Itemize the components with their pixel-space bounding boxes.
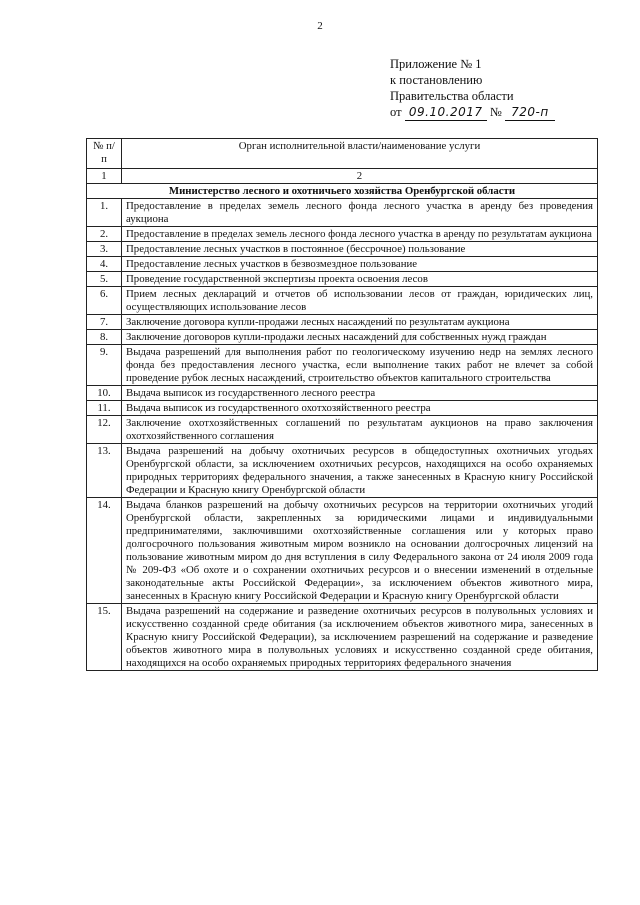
document-date: 09.10.2017 [405,104,487,121]
service-name: Заключение охотхозяйственных соглашений по результатам аукционов на право заключения охотхозяйственного соглашения [122,416,598,444]
row-number: 1. [87,199,122,227]
service-name: Предоставление лесных участков в постоянное (бессрочное) пользование [122,242,598,257]
number-label: № [489,105,502,119]
table-row [87,386,598,401]
service-name: Заключение договоров купли-продажи лесных насаждений для собственных нужд граждан [122,330,598,345]
service-name: Выдача разрешений на добычу охотничьих ресурсов в общедоступных охотничьих угодьях Оренбургской области, за исключением охотничьих ресурсов, находящихся на особо охраняемых природных территориях федерального значения, а также занесенных в Красную книгу Российской Федерации и Красную книгу Оренбургской области [122,444,598,498]
service-name: Выдача разрешений для выполнения работ по геологическому изучению недр на землях лесного фонда без предоставления лесного участка, если выполнение таких работ не влечет за собой проведение рубок лесных насаждений, строительство объектов капитального строительства [122,345,598,386]
page-number: 2 [317,20,323,32]
service-name: Выдача бланков разрешений на добычу охотничьих ресурсов на территории охотничьих угодий Оренбургской области, закрепленных за юридическими лицами и индивидуальными предпринимателями, заключившими охотхозяйственные соглашения или у которых право долгосрочного пользования животным миром возникло на основании долгосрочных лицензий на пользование животным миром до дня вступления в силу Федерального закона от 24 июля 2009 года № 209-ФЗ «Об охоте и о сохранении охотничьих ресурсов и о внесении изменений в отдельные законодательные акты Российской Федерации», за исключением объектов животного мира, занесенных в Красную книгу Российской Федерации и Красную книгу Оренбургской области [122,498,598,604]
row-number: 10. [87,386,122,401]
service-name: Выдача выписок из государственного охотхозяйственного реестра [122,401,598,416]
row-number: 15. [87,604,122,671]
row-number: 9. [87,345,122,386]
document-number: 720-п [505,104,555,121]
table-header-row [87,139,598,169]
table-row [87,287,598,315]
appendix-title: Приложение № 1 [390,57,482,71]
table-row [87,242,598,257]
row-number: 5. [87,272,122,287]
service-name: Выдача разрешений на содержание и разведение охотничьих ресурсов в полувольных условиях и искусственно созданной среде обитания (за исключением объектов животного мира, занесенных в Красную книгу Российской Федерации), за исключением разрешений на содержание и разведение объектов животного мира в полувольных условиях и искусственно созданной среде обитания, находящихся на особо охраняемых природных территориях федерального значения [122,604,598,671]
table-row [87,272,598,287]
date-label: от [390,105,402,119]
header-number: № п/п [87,139,122,169]
row-number: 7. [87,315,122,330]
service-name: Предоставление в пределах земель лесного фонда лесного участка в аренду по результатам аукциона [122,227,598,242]
header-service: Орган исполнительной власти/наименование услуги [122,139,598,169]
table-row [87,401,598,416]
row-number: 3. [87,242,122,257]
row-number: 13. [87,444,122,498]
section-title: Министерство лесного и охотничьего хозяйства Оренбургской области [87,184,598,199]
appendix-block [390,56,555,121]
row-number: 4. [87,257,122,272]
appendix-authority: Правительства области [390,89,514,103]
row-number: 6. [87,287,122,315]
services-table [86,138,598,671]
table-row [87,227,598,242]
service-name: Прием лесных деклараций и отчетов об использовании лесов от граждан, юридических лиц, осуществляющих использование лесов [122,287,598,315]
row-number: 11. [87,401,122,416]
appendix-date-line [390,104,555,121]
column-index-2: 2 [122,169,598,184]
column-index-1: 1 [87,169,122,184]
service-name: Предоставление в пределах земель лесного фонда лесного участка в аренду без проведения аукциона [122,199,598,227]
appendix-ref-line: к постановлению [390,73,483,87]
row-number: 8. [87,330,122,345]
service-name: Выдача выписок из государственного лесного реестра [122,386,598,401]
row-number: 2. [87,227,122,242]
table-row [87,604,598,671]
table-row [87,257,598,272]
service-name: Проведение государственной экспертизы проекта освоения лесов [122,272,598,287]
section-row [87,184,598,199]
table-row [87,345,598,386]
row-number: 14. [87,498,122,604]
table-row [87,444,598,498]
table-row [87,330,598,345]
table-row [87,199,598,227]
table-row [87,315,598,330]
column-index-row [87,169,598,184]
service-name: Заключение договора купли-продажи лесных насаждений по результатам аукциона [122,315,598,330]
row-number: 12. [87,416,122,444]
table-row [87,416,598,444]
table-row [87,498,598,604]
service-name: Предоставление лесных участков в безвозмездное пользование [122,257,598,272]
